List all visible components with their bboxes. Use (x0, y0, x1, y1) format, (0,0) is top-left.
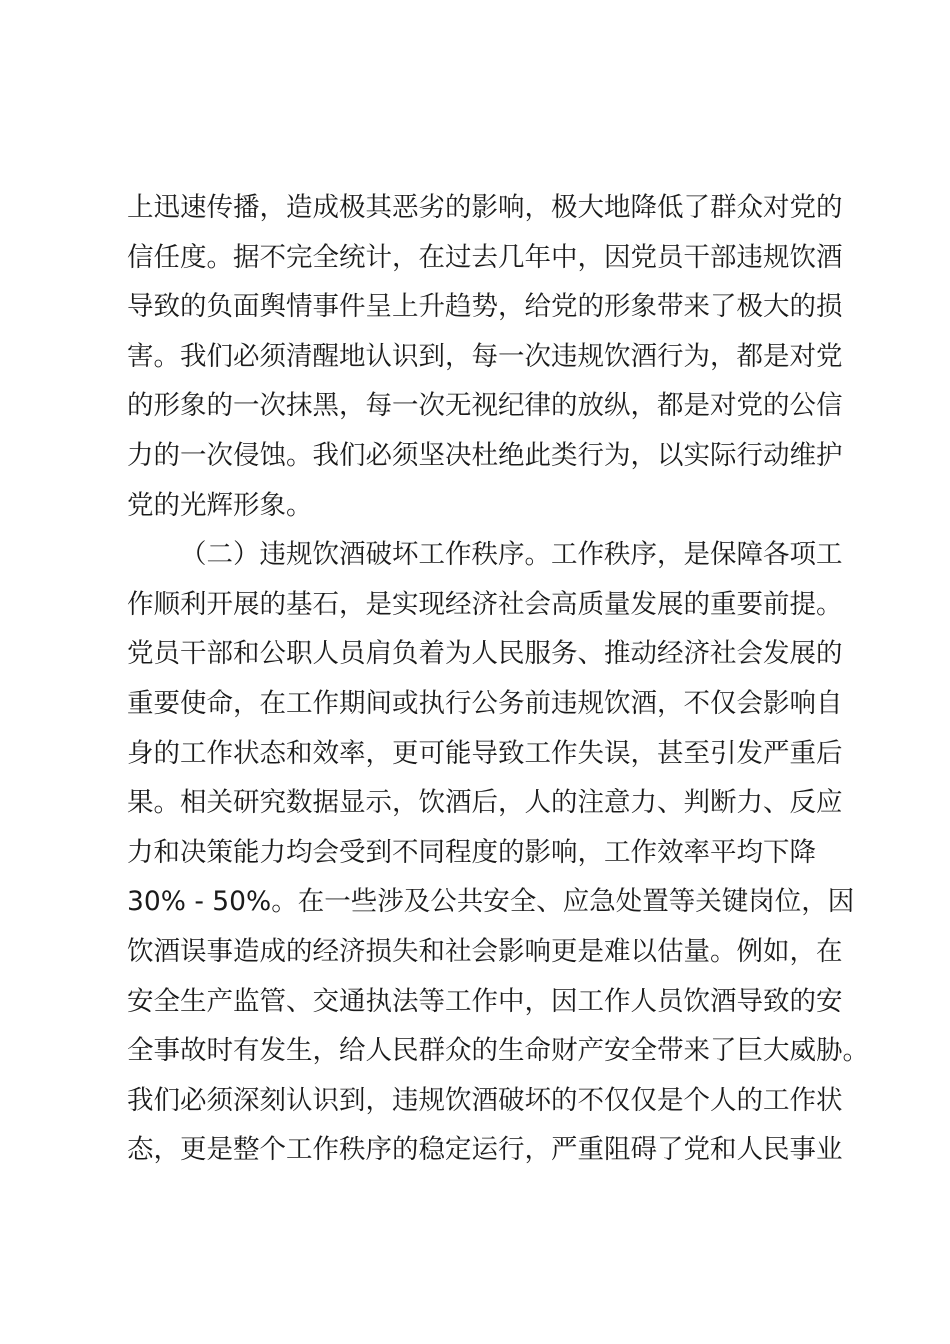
body-text (127, 183, 869, 1175)
paragraph (127, 183, 847, 530)
text-line: 力和决策能力均会受到不同程度的影响，工作效率平均下降 (127, 836, 816, 868)
text-line: 态，更是整个工作秩序的稳定运行，严重阻碍了党和人民事业 (127, 1134, 843, 1166)
text-line: 安全生产监管、交通执法等工作中，因工作人员饮酒导致的安 (127, 985, 843, 1017)
text-line: 我们必须深刻认识到，违规饮酒破坏的不仅仅是个人的工作状 (127, 1084, 843, 1116)
text-line: 30% - 50%。在一些涉及公共安全、应急处置等关键岗位，因 (127, 886, 855, 918)
text-line: 党的光辉形象。 (127, 489, 313, 521)
text-line: 的形象的一次抹黑，每一次无视纪律的放纵，都是对党的公信 (127, 390, 843, 422)
text-line: 重要使命，在工作期间或执行公务前违规饮酒，不仅会影响自 (127, 687, 843, 719)
text-line: 信任度。据不完全统计，在过去几年中，因党员干部违规饮酒 (127, 241, 843, 273)
text-line: 导致的负面舆情事件呈上升趋势，给党的形象带来了极大的损 (127, 291, 843, 323)
text-line: 作顺利开展的基石，是实现经济社会高质量发展的重要前提。 (127, 588, 843, 620)
text-line: 上迅速传播，造成极其恶劣的影响，极大地降低了群众对党的 (127, 192, 843, 223)
text-line: （二）违规饮酒破坏工作秩序。工作秩序，是保障各项工 (180, 539, 843, 571)
text-line: 党员干部和公职人员肩负着为人民服务、推动经济社会发展的 (127, 638, 843, 670)
text-line: 全事故时有发生，给人民群众的生命财产安全带来了巨大威胁。 (127, 1035, 869, 1067)
paragraph (127, 530, 869, 1175)
text-line: 力的一次侵蚀。我们必须坚决杜绝此类行为，以实际行动维护 (127, 439, 843, 471)
text-line: 害。我们必须清醒地认识到，每一次违规饮酒行为，都是对党 (127, 340, 843, 372)
text-line: 果。相关研究数据显示，饮酒后，人的注意力、判断力、反应 (127, 787, 843, 819)
text-line: 饮酒误事造成的经济损失和社会影响更是难以估量。例如，在 (127, 935, 843, 967)
text-line: 身的工作状态和效率，更可能导致工作失误，甚至引发严重后 (127, 737, 843, 769)
